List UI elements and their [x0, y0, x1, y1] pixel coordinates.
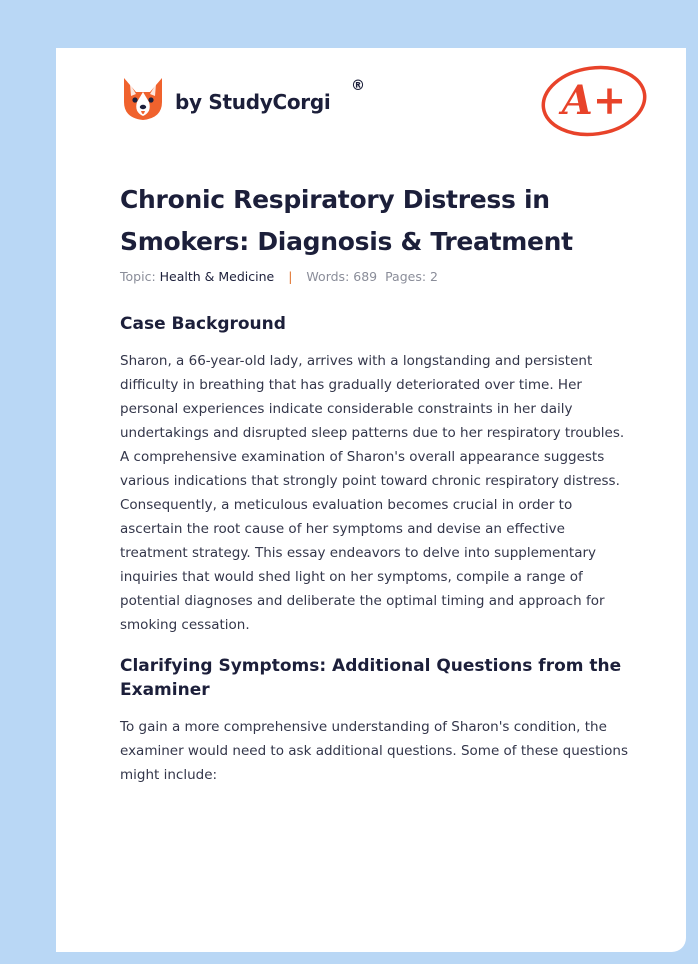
section-body-clarifying-symptoms: To gain a more comprehensive understanding of Sharon's condition, the examiner would need to ask additional questions. Some of these questions might include:	[120, 719, 628, 783]
corgi-icon	[120, 76, 166, 122]
topic-label: Topic:	[120, 269, 156, 284]
brand-name: by StudyCorgi	[175, 90, 331, 114]
section-heading-clarifying-symptoms: Clarifying Symptoms: Additional Questions from the Examiner	[120, 656, 622, 700]
topic-link[interactable]: Health & Medicine	[159, 269, 275, 284]
section-heading-case-background: Case Background	[120, 314, 286, 334]
page-count: Pages: 2	[385, 269, 438, 284]
document-title: Chronic Respiratory Distress in Smokers: Diagnosis & Treatment	[120, 185, 573, 256]
meta-separator: |	[288, 269, 293, 284]
grade-text: A+	[561, 77, 627, 124]
word-count: Words: 689	[306, 269, 378, 284]
registered-mark: ®	[351, 78, 365, 94]
grade-a-plus-stamp	[538, 58, 650, 140]
document-meta	[120, 269, 438, 284]
document-page	[56, 48, 686, 952]
section-body-case-background: Sharon, a 66-year-old lady, arrives with a longstanding and persistent difficulty in breathing that has gradually deteriorated over time. Her personal experiences indicate considerable constraints in her daily undertakings and disrupted sleep patterns due to her respiratory troubles. A comprehensive examination of Sharon's overall appearance suggests various indications that strongly point toward chronic respiratory distress. Consequently, a meticulous evaluation becomes crucial in order to ascertain the root cause of her symptoms and devise an effective treatment strategy. This essay endeavors to delve into supplementary inquiries that would shed light on her symptoms, compile a range of potential diagnoses and deliberate the optimal timing and approach for smoking cessation.	[120, 353, 625, 633]
